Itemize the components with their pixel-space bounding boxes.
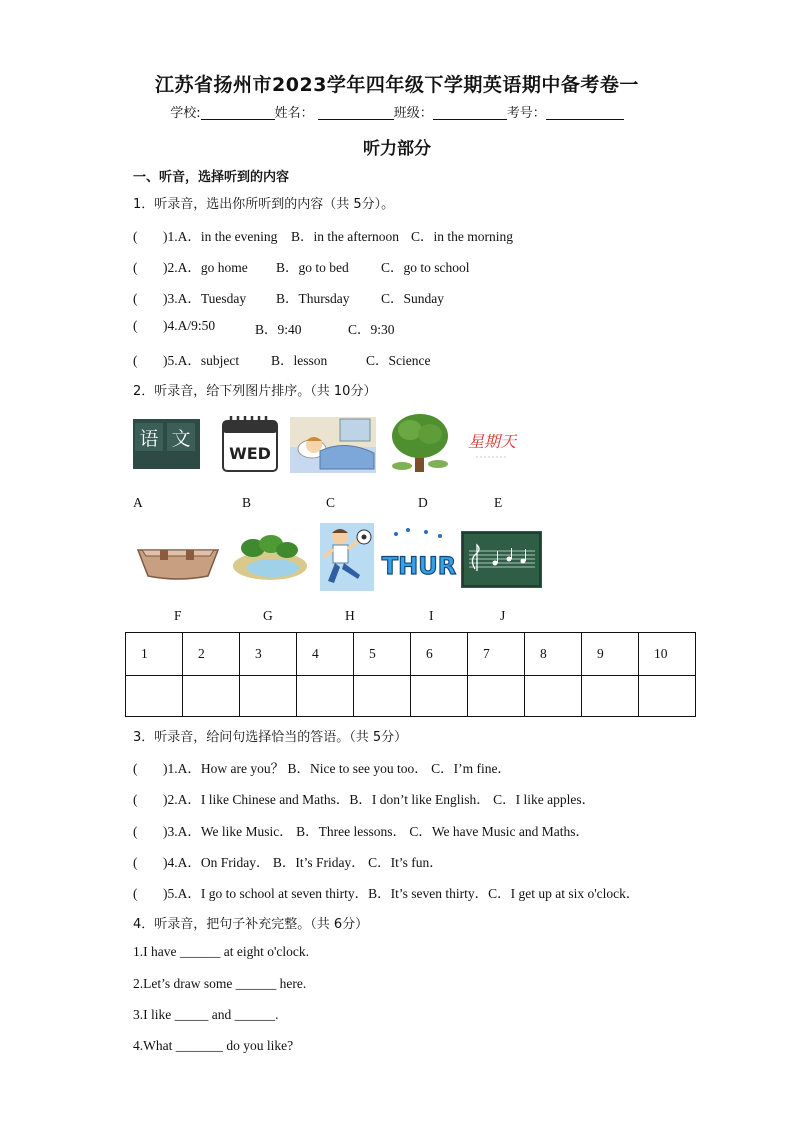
table-cell: 5 [354,633,411,676]
q2-instruction: 2．听录音，给下列图片排序。（共 10分） [133,384,377,399]
picture-letter: J [500,608,506,623]
picture-letter: A [133,495,143,510]
option-c: C．9:30 [348,322,395,337]
table-cell: 6 [411,633,468,676]
q3-item [133,757,511,777]
chinese-subject-picture [133,419,200,469]
option-b: B．Thursday [276,291,350,306]
q3-options: )5.A．I go to school at seven thirty．B．It’s seven thirty．C．I get up at six o'clock． [163,886,640,901]
school-field[interactable] [201,105,275,120]
answer-bracket[interactable]: ( [133,353,138,368]
answer-bracket[interactable]: ( [133,855,138,870]
tree-picture [388,410,452,474]
option-b: B．go to bed [276,260,349,275]
q4-sentence: 1.I have ______ at eight o'clock. [133,944,310,959]
school-label: 学校: [170,106,201,121]
boat-picture [136,540,220,582]
thursday-word-picture [381,526,457,586]
calendar-wednesday-picture [221,415,279,473]
option-a: )1.A．in the evening [163,229,278,244]
answer-bracket[interactable]: ( [133,229,138,244]
chinese-char-1: 语 [139,428,159,450]
picture-letter: G [263,608,273,623]
sunday-text: 星期天 [467,432,517,451]
table-cell: 2 [183,633,240,676]
answer-cell[interactable] [411,676,468,717]
class-field[interactable] [433,105,507,120]
q3-options: )3.A．We like Music． B．Three lessons． C．We have Music and Maths． [163,824,590,839]
page-title: 江苏省扬州市2023学年四年级下学期英语期中备考卷一 [155,74,639,96]
name-field[interactable] [318,105,394,120]
table-cell: 8 [525,633,582,676]
answer-cell[interactable] [582,676,639,717]
class-label: 班级： [393,106,433,121]
option-a: )3.A．Tuesday [163,291,247,306]
football-boy-picture [320,523,374,591]
answer-cell[interactable] [126,676,183,717]
answer-cell[interactable] [639,676,696,717]
q4-instruction: 4．听录音，把句子补充完整。（共 6分） [133,917,369,932]
sleeping-boy-picture [290,417,376,473]
music-blackboard-picture [461,531,542,588]
calendar-day-text: WED [229,444,271,463]
picture-letter: E [494,495,503,510]
q3-item [133,820,589,840]
chinese-char-2: 文 [171,428,191,450]
q3-item [133,788,595,808]
q1-instruction: 1．听录音，选出你所听到的内容（共 5分）。 [133,197,395,212]
q1-item [133,256,470,276]
answer-bracket[interactable]: ( [133,824,138,839]
picture-letter: F [174,608,182,623]
part-heading: 一、听音，选择听到的内容 [133,170,290,185]
option-b: B．in the afternoon [291,229,399,244]
option-c: C．in the morning [411,229,513,244]
table-cell: 10 [639,633,696,676]
answer-cell[interactable] [354,676,411,717]
q1-item [133,225,513,245]
picture-letter: B [242,495,252,510]
option-b: B．9:40 [255,322,302,337]
answer-cell[interactable] [240,676,297,717]
q1-item [133,318,395,337]
number-label: 考号： [506,106,546,121]
sunday-word-picture [462,425,522,465]
table-cell: 9 [582,633,639,676]
answer-bracket[interactable]: ( [133,291,138,306]
section-title: 听力部分 [363,139,431,159]
q3-options: )1.A．How are you？ B．Nice to see you too． C．I’m fine． [163,761,511,776]
answer-bracket[interactable]: ( [133,792,138,807]
table-cell: 7 [468,633,525,676]
option-c: C．Sunday [381,291,445,306]
table-cell: 1 [126,633,183,676]
answer-bracket[interactable]: ( [133,260,138,275]
answer-bracket[interactable]: ( [133,318,138,333]
option-b: B．lesson [271,353,328,368]
answer-cell[interactable] [468,676,525,717]
option-c: C．go to school [381,260,470,275]
table-row [126,633,696,676]
picture-letter: D [418,495,428,510]
island-park-picture [231,534,309,584]
q3-options: )4.A．On Friday． B．It’s Friday． C．It’s fun． [163,855,443,870]
table-row [126,676,696,717]
q3-instruction: 3．听录音，给问句选择恰当的答语。（共 5分） [133,730,408,745]
thursday-text: THUR [381,552,457,580]
option-a: )5.A．subject [163,353,240,368]
table-cell: 4 [297,633,354,676]
option-a: )2.A．go home [163,260,248,275]
option-a: )4.A/9:50 [163,318,216,333]
option-c: C．Science [366,353,431,368]
answer-cell[interactable] [183,676,240,717]
picture-letter: I [429,608,434,623]
name-label: 姓名： [274,106,314,121]
ordering-answer-table [125,632,696,717]
student-info-line [0,102,794,121]
answer-bracket[interactable]: ( [133,886,138,901]
answer-cell[interactable] [525,676,582,717]
picture-letter: C [326,495,336,510]
q4-sentence: 3.I like _____ and ______. [133,1007,279,1022]
number-field[interactable] [546,105,624,120]
q4-sentence: 2.Let’s draw some ______ here. [133,976,307,991]
table-cell: 3 [240,633,297,676]
q3-item [133,851,443,871]
q1-item [133,287,445,307]
q4-sentence: 4.What _______ do you like? [133,1038,294,1053]
answer-cell[interactable] [297,676,354,717]
picture-letter: H [345,608,355,623]
answer-bracket[interactable]: ( [133,761,138,776]
q1-item [133,349,431,369]
q3-item [133,882,639,902]
q3-options: )2.A．I like Chinese and Maths．B．I don’t like English． C．I like apples． [163,792,596,807]
